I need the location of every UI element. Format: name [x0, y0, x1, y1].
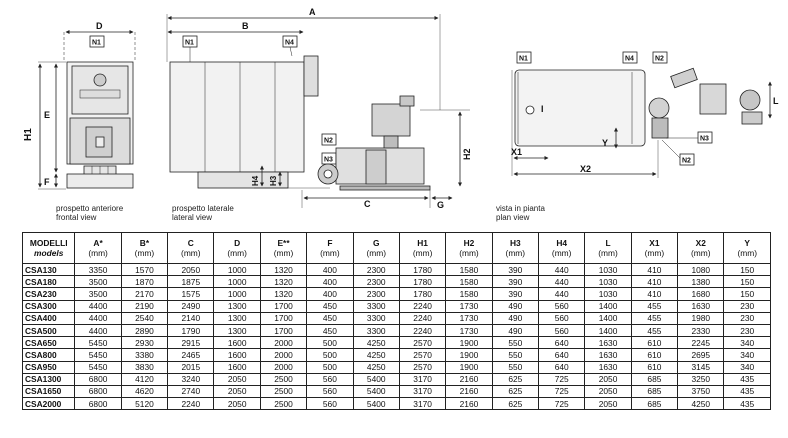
value-cell: 230 [724, 300, 771, 312]
value-cell: 3145 [678, 361, 724, 373]
dim-E-label: E [44, 110, 51, 120]
value-cell: 435 [724, 385, 771, 397]
dim-C-label: C [364, 199, 371, 209]
value-cell: 1320 [260, 276, 306, 288]
value-cell: 2015 [168, 361, 214, 373]
value-cell: 3380 [121, 349, 167, 361]
value-cell: 1630 [585, 349, 631, 361]
value-cell: 640 [539, 349, 585, 361]
table-row [23, 276, 771, 288]
value-cell: 2890 [121, 324, 167, 336]
value-cell: 1680 [678, 288, 724, 300]
value-cell: 6800 [75, 373, 121, 385]
value-cell: 2245 [678, 337, 724, 349]
value-cell: 5450 [75, 337, 121, 349]
table-row [23, 373, 771, 385]
value-cell: 3170 [399, 385, 445, 397]
boiler-plan-body [515, 70, 645, 146]
value-cell: 410 [631, 288, 677, 300]
dim-I-label: I [541, 104, 544, 114]
value-cell: 725 [539, 398, 585, 410]
burner-head [372, 104, 410, 136]
table-row [23, 312, 771, 324]
dim-H4-label: H4 [251, 175, 260, 186]
model-cell: CSA180 [23, 276, 75, 288]
value-cell: 550 [492, 337, 538, 349]
column-header: A* (mm) [75, 233, 121, 264]
value-cell: 1300 [214, 312, 260, 324]
table-header-row [23, 233, 771, 264]
value-cell: 1700 [260, 324, 306, 336]
svg-text:N4: N4 [625, 55, 634, 63]
value-cell: 2140 [168, 312, 214, 324]
value-cell: 2500 [260, 385, 306, 397]
value-cell: 3170 [399, 373, 445, 385]
value-cell: 435 [724, 373, 771, 385]
value-cell: 1730 [446, 324, 492, 336]
table-row [23, 300, 771, 312]
value-cell: 1980 [678, 312, 724, 324]
value-cell: 2050 [585, 385, 631, 397]
value-cell: 2190 [121, 300, 167, 312]
value-cell: 1790 [168, 324, 214, 336]
column-header: H3 (mm) [492, 233, 538, 264]
value-cell: 610 [631, 349, 677, 361]
dimensions-table [22, 232, 771, 410]
value-cell: 455 [631, 300, 677, 312]
value-cell: 2000 [260, 349, 306, 361]
svg-text:N2: N2 [682, 157, 691, 165]
value-cell: 1730 [446, 312, 492, 324]
value-cell: 1870 [121, 276, 167, 288]
svg-text:N1: N1 [185, 39, 194, 47]
column-header: X2 (mm) [678, 233, 724, 264]
value-cell: 1320 [260, 264, 306, 276]
value-cell: 1580 [446, 276, 492, 288]
column-header: G (mm) [353, 233, 399, 264]
value-cell: 725 [539, 385, 585, 397]
model-cell: CSA130 [23, 264, 75, 276]
column-header: E** (mm) [260, 233, 306, 264]
model-cell: CSA300 [23, 300, 75, 312]
value-cell: 440 [539, 264, 585, 276]
value-cell: 725 [539, 373, 585, 385]
value-cell: 2500 [260, 373, 306, 385]
table-row [23, 398, 771, 410]
model-cell: CSA500 [23, 324, 75, 336]
column-header: B* (mm) [121, 233, 167, 264]
value-cell: 1730 [446, 300, 492, 312]
value-cell: 1030 [585, 288, 631, 300]
value-cell: 1780 [399, 288, 445, 300]
value-cell: 500 [307, 349, 353, 361]
table-row [23, 288, 771, 300]
value-cell: 3300 [353, 312, 399, 324]
value-cell: 2570 [399, 361, 445, 373]
value-cell: 1580 [446, 288, 492, 300]
value-cell: 4400 [75, 324, 121, 336]
value-cell: 230 [724, 312, 771, 324]
model-cell: CSA230 [23, 288, 75, 300]
value-cell: 560 [307, 373, 353, 385]
value-cell: 1780 [399, 264, 445, 276]
dim-X2-label: X2 [580, 164, 592, 174]
value-cell: 4120 [121, 373, 167, 385]
value-cell: 4400 [75, 312, 121, 324]
value-cell: 440 [539, 288, 585, 300]
model-cell: CSA800 [23, 349, 75, 361]
value-cell: 2240 [399, 300, 445, 312]
model-cell: CSA650 [23, 337, 75, 349]
model-cell: CSA400 [23, 312, 75, 324]
model-cell: CSA2000 [23, 398, 75, 410]
value-cell: 685 [631, 398, 677, 410]
value-cell: 490 [492, 324, 538, 336]
dim-A-label: A [309, 7, 316, 17]
model-cell: CSA1300 [23, 373, 75, 385]
value-cell: 1900 [446, 361, 492, 373]
svg-text:N1: N1 [92, 39, 101, 47]
value-cell: 4250 [353, 361, 399, 373]
value-cell: 3830 [121, 361, 167, 373]
value-cell: 2050 [168, 264, 214, 276]
table-row [23, 349, 771, 361]
value-cell: 5400 [353, 385, 399, 397]
value-cell: 3240 [168, 373, 214, 385]
dim-L-label: L [773, 96, 779, 106]
value-cell: 5400 [353, 373, 399, 385]
value-cell: 1400 [585, 300, 631, 312]
value-cell: 2160 [446, 373, 492, 385]
svg-text:N2: N2 [655, 55, 664, 63]
dim-G-label: G [437, 200, 445, 210]
value-cell: 455 [631, 324, 677, 336]
value-cell: 4250 [353, 337, 399, 349]
value-cell: 560 [539, 324, 585, 336]
value-cell: 1400 [585, 324, 631, 336]
column-header: X1 (mm) [631, 233, 677, 264]
value-cell: 450 [307, 312, 353, 324]
value-cell: 2050 [214, 398, 260, 410]
value-cell: 1080 [678, 264, 724, 276]
value-cell: 2540 [121, 312, 167, 324]
value-cell: 390 [492, 276, 538, 288]
value-cell: 6800 [75, 398, 121, 410]
value-cell: 640 [539, 337, 585, 349]
svg-text:N4: N4 [285, 39, 294, 47]
value-cell: 340 [724, 337, 771, 349]
value-cell: 1030 [585, 264, 631, 276]
table-row [23, 324, 771, 336]
value-cell: 2915 [168, 337, 214, 349]
value-cell: 2240 [399, 312, 445, 324]
value-cell: 2160 [446, 385, 492, 397]
caption-lateral-view: prospetto laterale lateral view [172, 204, 234, 222]
value-cell: 1600 [214, 337, 260, 349]
value-cell: 625 [492, 385, 538, 397]
value-cell: 2160 [446, 398, 492, 410]
caption-front-view: prospetto anteriore frontal view [56, 204, 124, 222]
value-cell: 560 [539, 312, 585, 324]
value-cell: 1300 [214, 300, 260, 312]
value-cell: 500 [307, 337, 353, 349]
value-cell: 2300 [353, 288, 399, 300]
value-cell: 230 [724, 324, 771, 336]
value-cell: 340 [724, 361, 771, 373]
value-cell: 2930 [121, 337, 167, 349]
value-cell: 2740 [168, 385, 214, 397]
column-header: D (mm) [214, 233, 260, 264]
value-cell: 2240 [168, 398, 214, 410]
value-cell: 1400 [585, 312, 631, 324]
column-header: H1 (mm) [399, 233, 445, 264]
value-cell: 1580 [446, 264, 492, 276]
value-cell: 2465 [168, 349, 214, 361]
value-cell: 400 [307, 288, 353, 300]
value-cell: 2000 [260, 361, 306, 373]
value-cell: 1780 [399, 276, 445, 288]
table-row [23, 264, 771, 276]
value-cell: 1630 [585, 337, 631, 349]
value-cell: 1575 [168, 288, 214, 300]
column-header: H4 (mm) [539, 233, 585, 264]
column-header: F (mm) [307, 233, 353, 264]
dim-D-label: D [96, 21, 103, 31]
table-body [23, 264, 771, 410]
value-cell: 1700 [260, 300, 306, 312]
svg-text:N3: N3 [700, 135, 709, 143]
value-cell: 150 [724, 276, 771, 288]
column-header: Y (mm) [724, 233, 771, 264]
value-cell: 685 [631, 385, 677, 397]
value-cell: 685 [631, 373, 677, 385]
dim-H1-label: H1 [23, 128, 34, 141]
value-cell: 3750 [678, 385, 724, 397]
value-cell: 1600 [214, 349, 260, 361]
value-cell: 2570 [399, 349, 445, 361]
value-cell: 400 [307, 276, 353, 288]
value-cell: 6800 [75, 385, 121, 397]
value-cell: 2050 [214, 385, 260, 397]
value-cell: 4250 [353, 349, 399, 361]
svg-text:N1: N1 [519, 55, 528, 63]
value-cell: 390 [492, 288, 538, 300]
table-row [23, 337, 771, 349]
value-cell: 500 [307, 361, 353, 373]
value-cell: 2570 [399, 337, 445, 349]
boiler-side-body [170, 62, 304, 172]
value-cell: 1630 [678, 300, 724, 312]
value-cell: 550 [492, 361, 538, 373]
value-cell: 150 [724, 264, 771, 276]
value-cell: 150 [724, 288, 771, 300]
value-cell: 3350 [75, 264, 121, 276]
value-cell: 2240 [399, 324, 445, 336]
caption-plan-view: vista in pianta plan view [496, 204, 545, 222]
column-header: L (mm) [585, 233, 631, 264]
value-cell: 560 [307, 385, 353, 397]
value-cell: 550 [492, 349, 538, 361]
plan-view-drawing [511, 52, 779, 178]
dim-H3-label: H3 [269, 175, 278, 186]
value-cell: 2300 [353, 264, 399, 276]
value-cell: 2695 [678, 349, 724, 361]
value-cell: 410 [631, 276, 677, 288]
value-cell: 5450 [75, 361, 121, 373]
table-row [23, 361, 771, 373]
value-cell: 3250 [678, 373, 724, 385]
table-row [23, 385, 771, 397]
value-cell: 625 [492, 398, 538, 410]
value-cell: 560 [539, 300, 585, 312]
models-header: MODELLI models [23, 233, 75, 264]
value-cell: 1900 [446, 349, 492, 361]
dim-B-label: B [242, 21, 249, 31]
value-cell: 400 [307, 264, 353, 276]
value-cell: 455 [631, 312, 677, 324]
value-cell: 1000 [214, 288, 260, 300]
plan-feeder-round [649, 98, 669, 118]
value-cell: 4400 [75, 300, 121, 312]
value-cell: 1000 [214, 276, 260, 288]
value-cell: 3300 [353, 324, 399, 336]
value-cell: 3170 [399, 398, 445, 410]
value-cell: 410 [631, 264, 677, 276]
value-cell: 450 [307, 300, 353, 312]
value-cell: 2050 [585, 398, 631, 410]
value-cell: 440 [539, 276, 585, 288]
column-header: C (mm) [168, 233, 214, 264]
value-cell: 610 [631, 337, 677, 349]
value-cell: 1300 [214, 324, 260, 336]
value-cell: 5450 [75, 349, 121, 361]
model-cell: CSA950 [23, 361, 75, 373]
value-cell: 340 [724, 349, 771, 361]
svg-text:N2: N2 [324, 137, 333, 145]
value-cell: 640 [539, 361, 585, 373]
value-cell: 610 [631, 361, 677, 373]
value-cell: 1630 [585, 361, 631, 373]
value-cell: 5120 [121, 398, 167, 410]
value-cell: 3500 [75, 288, 121, 300]
value-cell: 2050 [214, 373, 260, 385]
value-cell: 1700 [260, 312, 306, 324]
dim-H2-label: H2 [462, 148, 472, 160]
lateral-view-drawing [167, 7, 472, 210]
value-cell: 1875 [168, 276, 214, 288]
dim-Y-label: Y [602, 138, 609, 148]
value-cell: 4250 [678, 398, 724, 410]
dim-X1-label: X1 [511, 147, 523, 157]
column-header: H2 (mm) [446, 233, 492, 264]
value-cell: 2330 [678, 324, 724, 336]
value-cell: 2000 [260, 337, 306, 349]
value-cell: 2170 [121, 288, 167, 300]
value-cell: 1030 [585, 276, 631, 288]
value-cell: 4620 [121, 385, 167, 397]
dim-F-label: F [44, 177, 50, 187]
value-cell: 1380 [678, 276, 724, 288]
model-cell: CSA1650 [23, 385, 75, 397]
value-cell: 435 [724, 398, 771, 410]
front-view-drawing [23, 21, 135, 189]
value-cell: 2300 [353, 276, 399, 288]
value-cell: 560 [307, 398, 353, 410]
value-cell: 2050 [585, 373, 631, 385]
value-cell: 2500 [260, 398, 306, 410]
value-cell: 490 [492, 300, 538, 312]
value-cell: 1600 [214, 361, 260, 373]
value-cell: 5400 [353, 398, 399, 410]
value-cell: 1570 [121, 264, 167, 276]
value-cell: 390 [492, 264, 538, 276]
value-cell: 625 [492, 373, 538, 385]
value-cell: 450 [307, 324, 353, 336]
value-cell: 1000 [214, 264, 260, 276]
value-cell: 2490 [168, 300, 214, 312]
value-cell: 3500 [75, 276, 121, 288]
value-cell: 1320 [260, 288, 306, 300]
svg-text:N3: N3 [324, 156, 333, 164]
value-cell: 3300 [353, 300, 399, 312]
value-cell: 1900 [446, 337, 492, 349]
value-cell: 490 [492, 312, 538, 324]
